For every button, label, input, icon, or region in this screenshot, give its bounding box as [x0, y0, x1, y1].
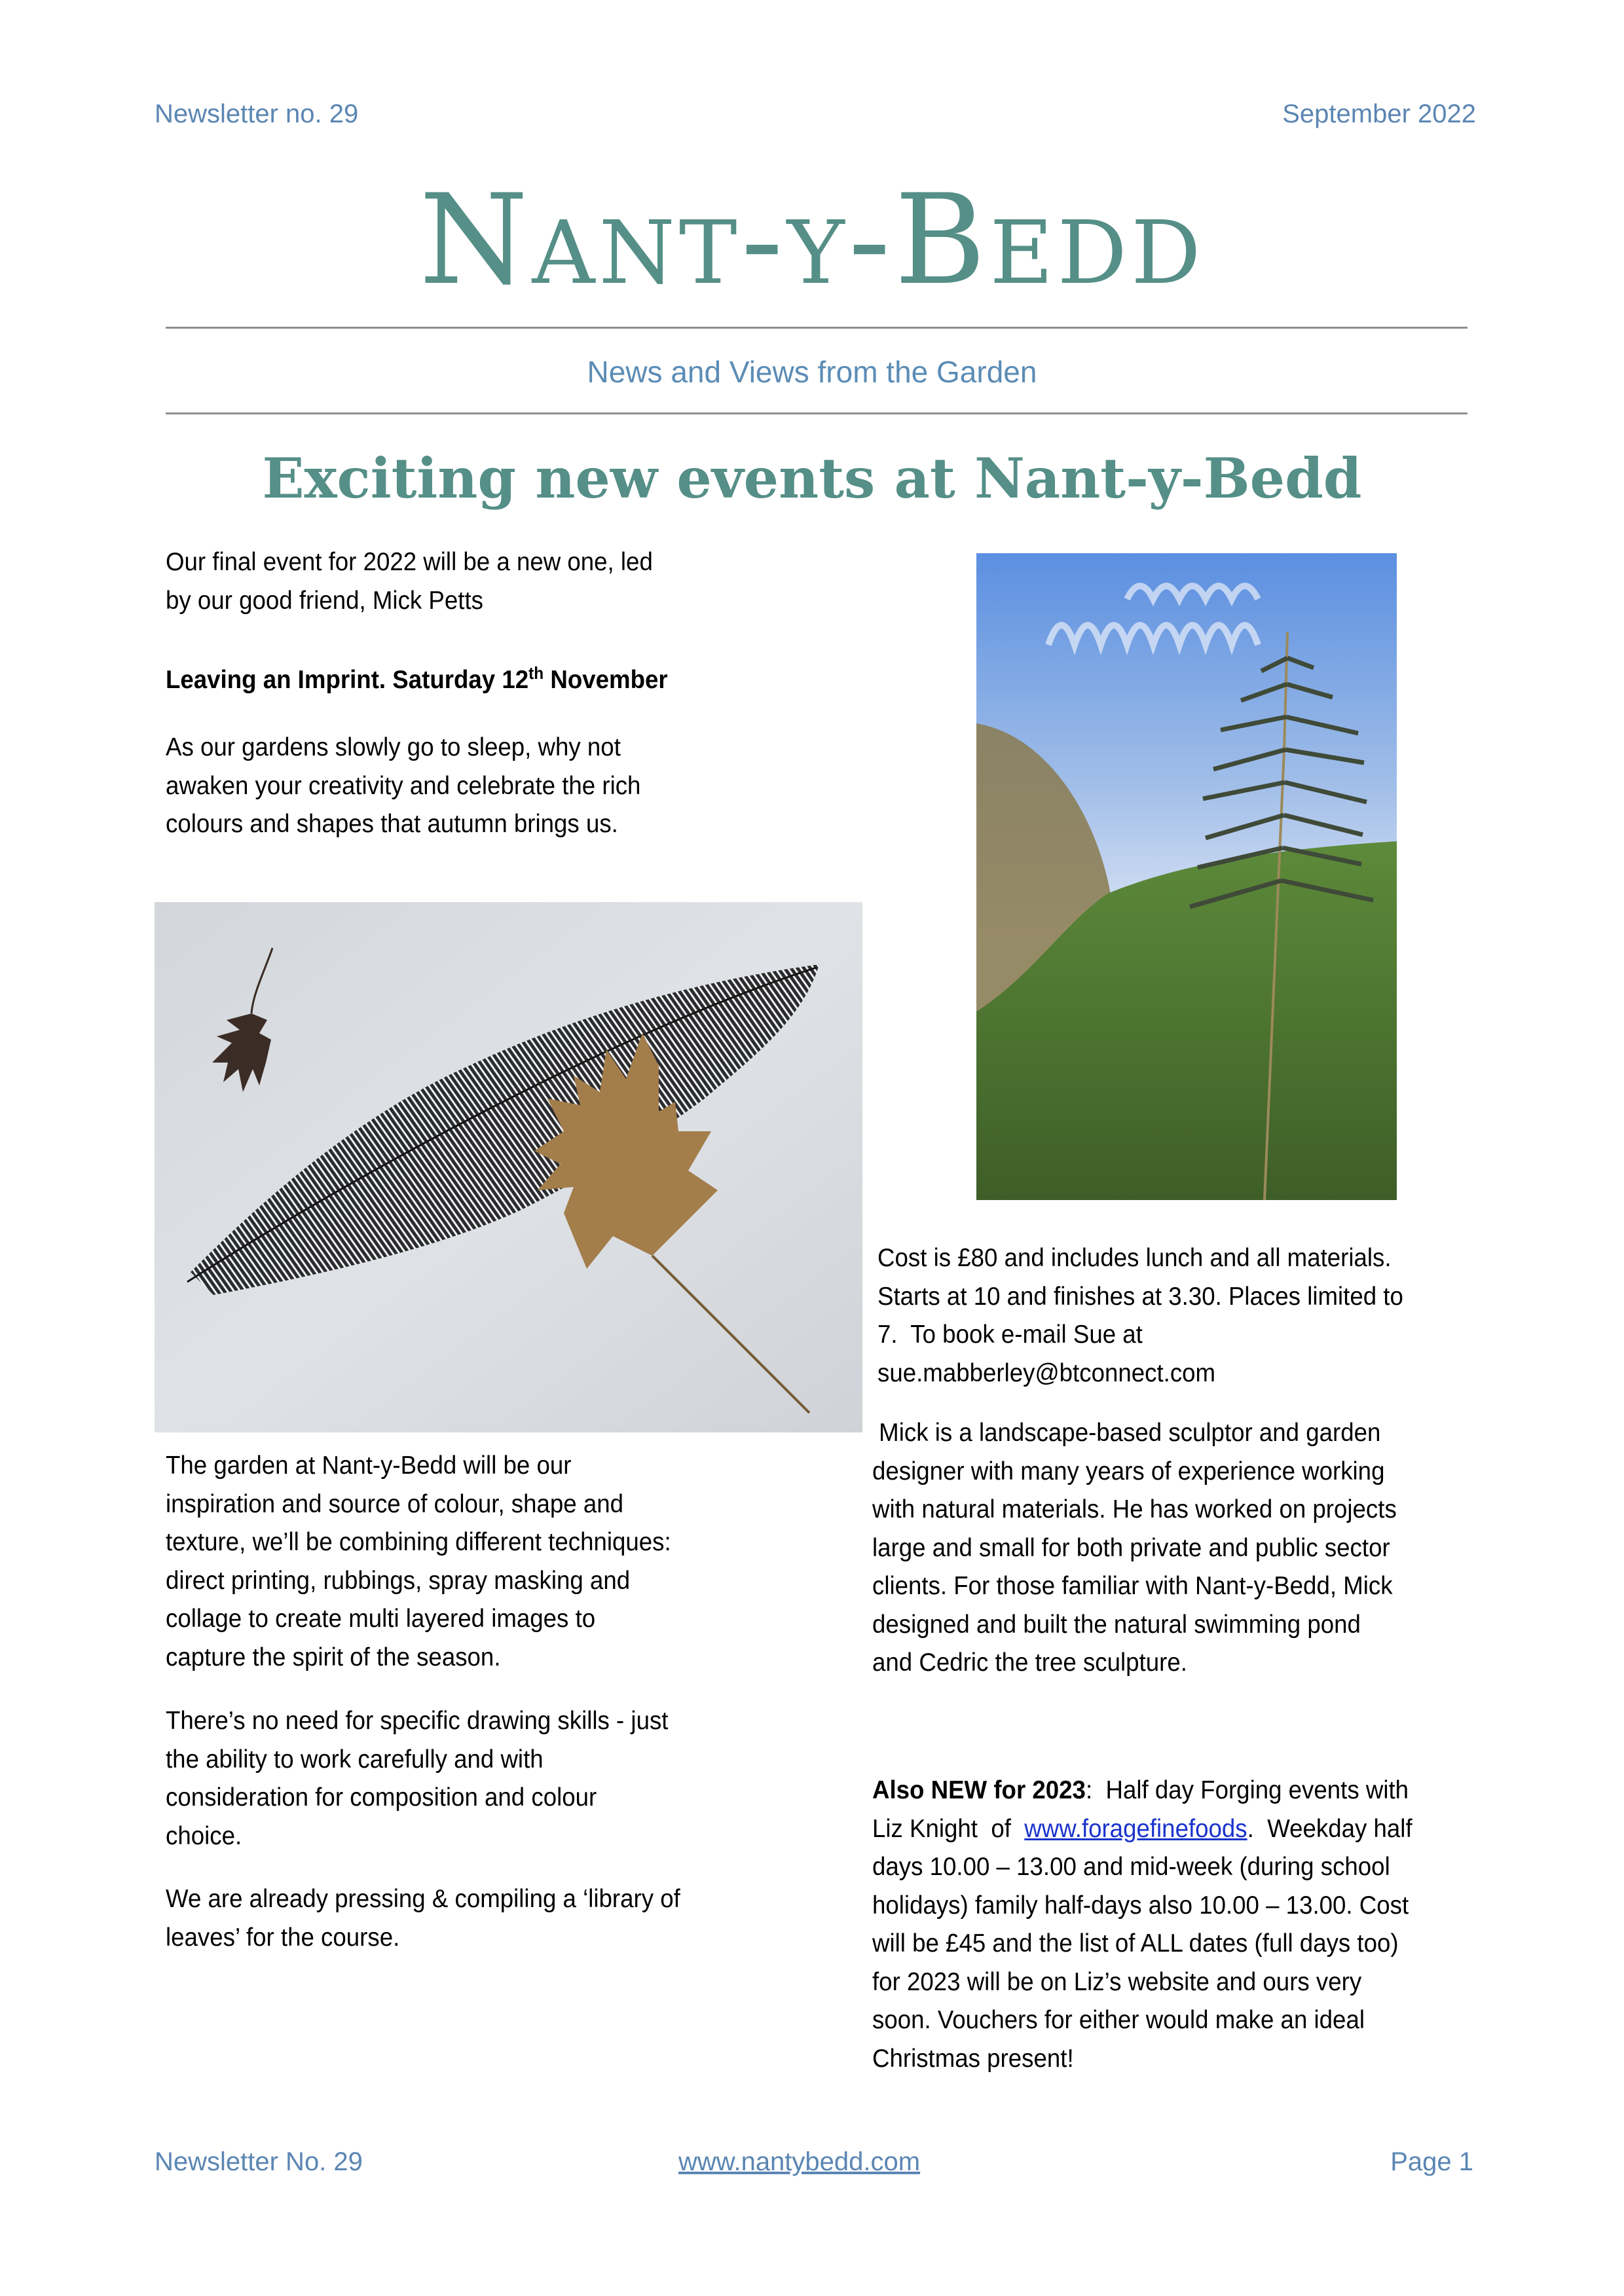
- booking-email[interactable]: sue.mabberley@btconnect.com: [877, 1358, 1216, 1387]
- text-line: awaken your creativity and celebrate the rich: [166, 771, 641, 800]
- garden-paragraph: [166, 1447, 671, 1677]
- leaf-print-illustration: [155, 902, 862, 1432]
- text-line: soon. Vouchers for either would make an ideal: [872, 2006, 1365, 2034]
- text-line: capture the spirit of the season.: [166, 1643, 501, 1671]
- text-line: 7. To book e-mail Sue at: [877, 1321, 1143, 1349]
- text-line: choice.: [166, 1821, 242, 1850]
- text-line: Our final event for 2022 will be a new one, led: [166, 548, 653, 576]
- text-line: Cost is £80 and includes lunch and all materials.: [877, 1244, 1392, 1272]
- masthead-title: Nant-y-Bedd: [419, 168, 1205, 312]
- text-line: Starts at 10 and finishes at 3.30. Places limited to: [877, 1282, 1403, 1311]
- library-paragraph: [166, 1880, 680, 1957]
- masthead-rule-bottom: [166, 412, 1467, 414]
- text-line: Mick is a landscape-based sculptor and garden: [872, 1419, 1381, 1447]
- foragefinefoods-link[interactable]: www.foragefinefoods: [1024, 1814, 1247, 1843]
- text-line: designer with many years of experience working: [872, 1457, 1385, 1485]
- event-title-text: Leaving an Imprint. Saturday 12: [166, 666, 529, 694]
- text-line: The garden at Nant-y-Bedd will be our: [166, 1451, 572, 1480]
- newsletter-date: September 2022: [1282, 100, 1476, 128]
- also-new-label: Also NEW for 2023: [872, 1776, 1086, 1804]
- newsletter-number: Newsletter no. 29: [155, 100, 359, 128]
- text-line: collage to create multi layered images to: [166, 1605, 596, 1633]
- text-line: holidays) family half-days also 10.00 – 13.00. Cost: [872, 1891, 1409, 1920]
- masthead-rule-top: [166, 327, 1467, 329]
- autumn-paragraph: [166, 729, 640, 844]
- text-line: Liz Knight of: [872, 1814, 1025, 1843]
- text-line: texture, we’ll be combining different techniques:: [166, 1528, 671, 1556]
- fern-print-illustration: [976, 553, 1397, 1200]
- footer-page-number: Page 1: [1390, 2147, 1473, 2176]
- text-line: Christmas present!: [872, 2044, 1074, 2073]
- skills-paragraph: [166, 1702, 668, 1855]
- intro-paragraph: [166, 543, 653, 620]
- text-line: : Half day Forging events with: [1085, 1776, 1409, 1804]
- text-line: There’s no need for specific drawing skills - just: [166, 1707, 669, 1735]
- text-line: and Cedric the tree sculpture.: [872, 1649, 1187, 1677]
- also-new-paragraph: [872, 1772, 1412, 2078]
- cost-paragraph: [877, 1239, 1403, 1393]
- footer-website-link[interactable]: www.nantybedd.com: [678, 2147, 921, 2176]
- text-line: consideration for composition and colour: [166, 1783, 597, 1812]
- text-line: As our gardens slowly go to sleep, why not: [166, 733, 621, 761]
- text-line: with natural materials. He has worked on projects: [872, 1495, 1397, 1523]
- text-line: clients. For those familiar with Nant-y-Bedd, Mick: [872, 1572, 1393, 1600]
- text-line: leaves’ for the course.: [166, 1923, 400, 1952]
- text-line: days 10.00 – 13.00 and mid-week (during school: [872, 1853, 1390, 1881]
- masthead-subtitle: News and Views from the Garden: [587, 355, 1037, 389]
- fern-print-image: [976, 553, 1397, 1200]
- text-line: by our good friend, Mick Petts: [166, 586, 483, 615]
- text-line: large and small for both private and public sector: [872, 1533, 1390, 1562]
- event-title-sup: th: [528, 663, 544, 683]
- text-line: direct printing, rubbings, spray masking and: [166, 1566, 631, 1595]
- text-line: will be £45 and the list of ALL dates (full days too): [872, 1929, 1399, 1958]
- footer-newsletter-number: Newsletter No. 29: [155, 2147, 363, 2176]
- text-line: designed and built the natural swimming pond: [872, 1610, 1361, 1639]
- text-line: We are already pressing & compiling a ‘library of: [166, 1885, 680, 1913]
- text-line: for 2023 will be on Liz’s website and ours very: [872, 1967, 1362, 1996]
- text-line: colours and shapes that autumn brings us.: [166, 810, 618, 838]
- text-line: inspiration and source of colour, shape and: [166, 1489, 624, 1518]
- event-title-month: November: [544, 666, 668, 694]
- text-line: . Weekday half: [1247, 1814, 1412, 1843]
- article-headline: Exciting new events at Nant-y-Bedd: [262, 446, 1362, 511]
- event-title: [166, 661, 668, 700]
- leaf-print-image: [155, 902, 862, 1432]
- text-line: the ability to work carefully and with: [166, 1745, 544, 1774]
- mick-paragraph: [872, 1414, 1397, 1683]
